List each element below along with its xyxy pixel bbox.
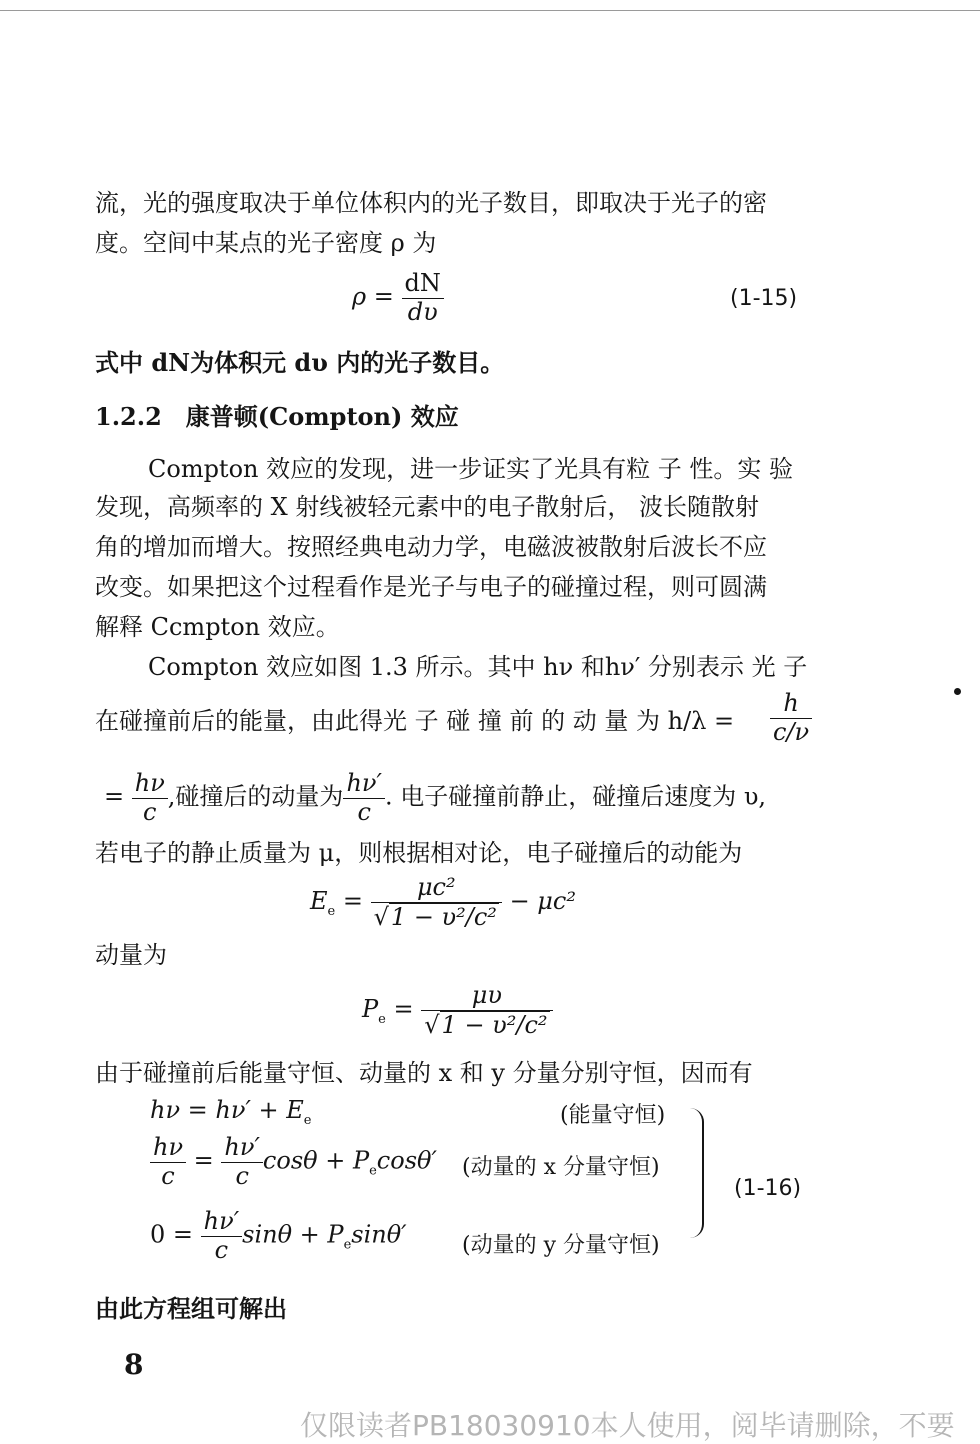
equation-x-momentum: $\frac{h\nu}{c}$ = $\frac{h\nu'}{c}$ $\cos\theta + P_e\cos\theta'$ (150, 1134, 437, 1190)
right-brace (686, 1108, 704, 1238)
paragraph-line: 发现，高频率的 X 射线被轻元素中的电子散射后， 波长随散射 (95, 493, 759, 521)
paragraph-line: 解释 Ccmpton 效应。 (95, 613, 340, 641)
paragraph-line: 角的增加而增大。按照经典电动力学，电磁波被散射后波长不应 (95, 533, 767, 561)
paragraph-line: 式中 dN为体积元 dυ 内的光子数目。 (95, 348, 505, 377)
equation-number: (1-15) (730, 286, 798, 311)
scan-top-border (0, 10, 980, 11)
scan-speck (954, 688, 961, 695)
equation-energy: $h\nu = h\nu' + E_e$ (150, 1096, 312, 1128)
equation-y-momentum: 0 = $\frac{h\nu'}{c}$ $\sin\theta + P_e\sin\theta'$ (150, 1207, 407, 1264)
paragraph-line: 改变。如果把这个过程看作是光子与电子的碰撞过程，则可圆满 (95, 573, 767, 601)
momentum-line: = $\frac{h\nu}{c}$ ,碰撞后的动量为 $\frac{h\nu'}{c}$ . 电子碰撞前静止，碰撞后速度为 υ, (104, 769, 767, 826)
paragraph-line: 由于碰撞前后能量守恒、动量的 x 和 y 分量分别守恒，因而有 (95, 1059, 753, 1087)
equation-note: (动量的 y 分量守恒) (462, 1233, 660, 1258)
equation-number: (1-16) (734, 1176, 802, 1201)
electron-momentum-equation: $P_e$ = $\frac{\mu\upsilon}{\text{√1 − υ²/c²}}$ (362, 982, 553, 1039)
paragraph-line: 度。空间中某点的光子密度 ρ 为 (95, 229, 437, 257)
paragraph-line: 在碰撞前后的能量，由此得光 子 碰 撞 前 的 动 量 为 h/λ = (95, 707, 735, 735)
kinetic-energy-equation: $E_e$ = $\frac{\text{μc²}}{\text{√1 − υ²/c²}}$ − μc² (310, 873, 576, 931)
fraction: $\frac{dN}{d\upsilon}$ (402, 270, 444, 326)
paragraph-line: 由此方程组可解出 (95, 1294, 287, 1323)
section-heading: 1.2.2 康普顿(Compton) 效应 (95, 402, 459, 431)
paragraph-line: Compton 效应的发现，进一步证实了光具有粒 子 性。实 验 (148, 455, 793, 483)
equation-note: (能量守恒) (560, 1103, 666, 1128)
page-number: 8 (124, 1348, 144, 1381)
paragraph-line: 动量为 (95, 941, 167, 969)
equation-note: (动量的 x 分量守恒) (462, 1155, 660, 1180)
paragraph-line: 流，光的强度取决于单位体积内的光子数目，即取决于光子的密 (95, 189, 767, 217)
watermark: 仅限读者PB18030910本人使用，阅毕请删除，不要 (300, 1409, 955, 1442)
momentum-before-fraction: $\frac{h}{c/\nu}$ (770, 690, 812, 746)
paragraph-line: Compton 效应如图 1.3 所示。其中 hν 和hν′ 分别表示 光 子 (148, 653, 808, 681)
paragraph-line: 若电子的静止质量为 μ，则根据相对论，电子碰撞后的动能为 (95, 839, 743, 867)
equation-1-15: ρ = $\frac{dN}{d\upsilon}$ (352, 270, 444, 326)
